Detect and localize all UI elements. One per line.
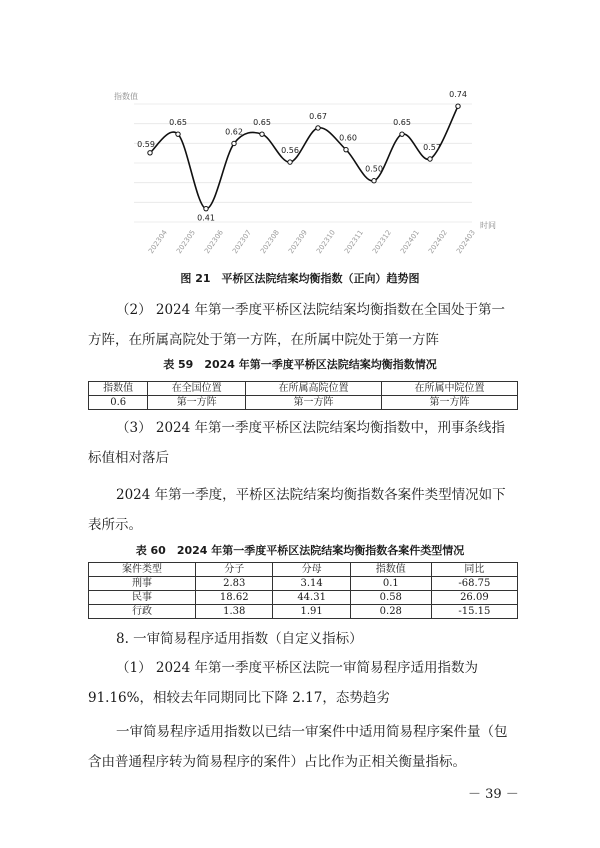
data-point: [344, 147, 348, 151]
table-row: [89, 396, 518, 410]
table-row: [89, 605, 518, 619]
table-header-cell: 分母: [273, 563, 350, 577]
table-row: [89, 591, 518, 605]
data-label: 0.67: [309, 111, 327, 121]
data-label: 0.62: [225, 127, 243, 137]
x-tick-label: 202307: [231, 228, 253, 256]
table-cell: 民事: [89, 591, 196, 605]
table-cell: 0.28: [350, 605, 431, 619]
data-label: 0.60: [339, 133, 357, 143]
x-tick-label: 202308: [259, 228, 281, 256]
data-label: 0.65: [393, 118, 411, 128]
x-tick-label: 202304: [147, 228, 169, 256]
data-point: [260, 132, 264, 136]
data-point: [204, 206, 208, 210]
data-label: 0.50: [365, 164, 383, 174]
table-cell: 第一方阵: [246, 396, 382, 410]
data-label: 0.56: [281, 146, 299, 156]
table-header-cell: 在所属中院位置: [382, 382, 518, 396]
trend-chart: [112, 84, 512, 260]
x-tick-label: 202310: [315, 228, 337, 256]
x-tick-label: 202311: [343, 228, 365, 256]
x-tick-label: 202402: [427, 228, 449, 256]
x-tick-label: 202305: [175, 228, 197, 256]
data-point: [316, 126, 320, 130]
paragraph-3: （3） 2024 年第一季度平桥区法院结案均衡指数中，刑事条线指标值相对落后: [88, 420, 506, 466]
paragraph-5: （1） 2024 年第一季度平桥区法院一审简易程序适用指数为 91.16%，相较去年同期同比下降 2.17，态势趋劣: [88, 660, 479, 706]
table-cell: -15.15: [431, 605, 517, 619]
data-point: [456, 104, 460, 108]
section-heading-8: 8. 一审简易程序适用指数（自定义指标）: [116, 631, 363, 647]
table-cell: 第一方阵: [148, 396, 246, 410]
table-header-cell: 在全国位置: [148, 382, 246, 396]
data-label: 0.41: [197, 213, 215, 223]
table-cell: -68.75: [431, 577, 517, 591]
data-point: [400, 132, 404, 136]
table-header-cell: 在所属高院位置: [246, 382, 382, 396]
x-tick-label: 202306: [203, 228, 225, 256]
paragraph-2: （2） 2024 年第一季度平桥区法院结案均衡指数在全国处于第一方阵，在所属高院处于第一方阵，在所属中院处于第一方阵: [88, 302, 506, 348]
data-label: 0.65: [253, 118, 271, 128]
table-cell: 0.58: [350, 591, 431, 605]
table-cell: 刑事: [89, 577, 196, 591]
table-cell: 0.6: [89, 396, 148, 410]
paragraph-4: 2024 年第一季度，平桥区法院结案均衡指数各案件类型情况如下表所示。: [88, 487, 506, 533]
series-line: [150, 106, 458, 209]
table-cell: 行政: [89, 605, 196, 619]
data-point: [148, 151, 152, 155]
paragraph-6: 一审简易程序适用指数以已结一审案件中适用简易程序案件量（包含由普通程序转为简易程序的案件）占比作为正相关衡量指标。: [88, 724, 508, 770]
table-cell: 26.09: [431, 591, 517, 605]
table-header-row: [89, 382, 518, 396]
figure-caption: 图 21 平桥区法院结案均衡指数（正向）趋势图: [180, 272, 420, 285]
table-60: [88, 562, 518, 619]
x-tick-label: 202312: [371, 228, 393, 256]
table-cell: 2.83: [196, 577, 273, 591]
table-cell: 1.38: [196, 605, 273, 619]
table-header-cell: 同比: [431, 563, 517, 577]
data-point: [372, 179, 376, 183]
table-cell: 0.1: [350, 577, 431, 591]
x-tick-label: 202403: [455, 228, 477, 256]
table-header-cell: 案件类型: [89, 563, 196, 577]
table-cell: 第一方阵: [382, 396, 518, 410]
x-tick-label: 202401: [399, 228, 421, 256]
table-60-title: 表 60 2024 年第一季度平桥区法院结案均衡指数各案件类型情况: [135, 544, 465, 557]
table-header-cell: 分子: [196, 563, 273, 577]
table-cell: 1.91: [273, 605, 350, 619]
table-cell: 3.14: [273, 577, 350, 591]
data-label: 0.65: [169, 118, 187, 128]
table-header-cell: 指数值: [89, 382, 148, 396]
table-59-title: 表 59 2024 年第一季度平桥区法院结案均衡指数情况: [163, 358, 437, 371]
table-header-row: [89, 563, 518, 577]
data-point: [232, 141, 236, 145]
data-label: 0.74: [449, 90, 467, 100]
data-point: [288, 160, 292, 164]
table-cell: 18.62: [196, 591, 273, 605]
data-point: [176, 132, 180, 136]
y-axis-title: 指数值: [114, 92, 138, 101]
table-cell: 44.31: [273, 591, 350, 605]
table-row: [89, 577, 518, 591]
data-label: 0.59: [137, 139, 155, 149]
table-header-cell: 指数值: [350, 563, 431, 577]
table-59: [88, 381, 518, 410]
x-axis-title: 时间: [480, 221, 496, 230]
page-number: － 39 －: [468, 787, 519, 802]
x-tick-label: 202309: [287, 228, 309, 256]
data-label: 0.57: [423, 143, 441, 152]
data-point: [428, 157, 432, 161]
